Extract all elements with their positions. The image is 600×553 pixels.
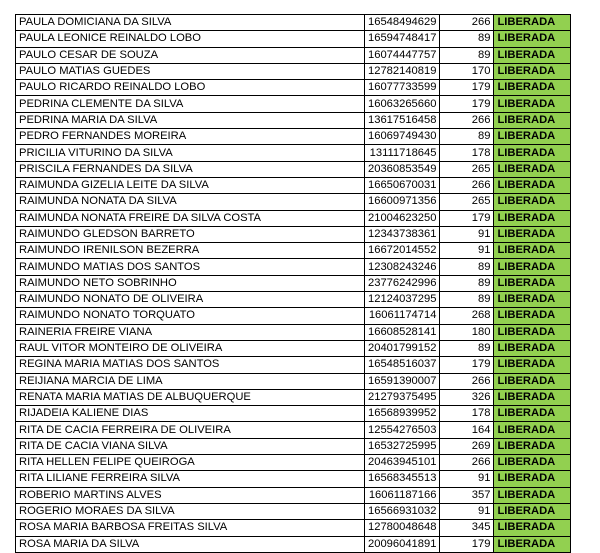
- points-cell: 170: [440, 63, 494, 79]
- name-cell: PRICILIA VITURINO DA SILVA: [16, 145, 365, 161]
- status-cell: LIBERADA: [494, 503, 571, 519]
- name-cell: PEDRINA MARIA DA SILVA: [16, 112, 365, 128]
- points-cell: 89: [440, 275, 494, 291]
- name-cell: RITA DE CACIA FERREIRA DE OLIVEIRA: [16, 422, 365, 438]
- table-row: [16, 15, 571, 31]
- table-row: [16, 112, 571, 128]
- id-cell: 16548516037: [365, 357, 440, 373]
- table-row: [16, 210, 571, 226]
- id-cell: 16568939952: [365, 406, 440, 422]
- points-cell: 179: [440, 80, 494, 96]
- name-cell: PEDRINA CLEMENTE DA SILVA: [16, 96, 365, 112]
- table-row: [16, 80, 571, 96]
- name-cell: ROSA MARIA BARBOSA FREITAS SILVA: [16, 520, 365, 536]
- table-row: [16, 406, 571, 422]
- name-cell: RITA LILIANE FERREIRA SILVA: [16, 471, 365, 487]
- id-cell: 12780048648: [365, 520, 440, 536]
- table-row: [16, 373, 571, 389]
- id-cell: 20401799152: [365, 340, 440, 356]
- id-cell: 16074447757: [365, 47, 440, 63]
- id-cell: 16061187166: [365, 487, 440, 503]
- name-cell: REGINA MARIA MATIAS DOS SANTOS: [16, 357, 365, 373]
- table-row: [16, 63, 571, 79]
- table-row: [16, 145, 571, 161]
- name-cell: PAULO RICARDO REINALDO LOBO: [16, 80, 365, 96]
- points-cell: 266: [440, 455, 494, 471]
- table-row: [16, 308, 571, 324]
- name-cell: RAIMUNDO GLEDSON BARRETO: [16, 226, 365, 242]
- table-row: [16, 292, 571, 308]
- name-cell: RAIMUNDO NETO SOBRINHO: [16, 275, 365, 291]
- table-row: [16, 438, 571, 454]
- id-cell: 13111718645: [365, 145, 440, 161]
- status-cell: LIBERADA: [494, 357, 571, 373]
- name-cell: PAULA DOMICIANA DA SILVA: [16, 15, 365, 31]
- points-cell: 357: [440, 487, 494, 503]
- status-cell: LIBERADA: [494, 520, 571, 536]
- name-cell: PEDRO FERNANDES MOREIRA: [16, 129, 365, 145]
- table-row: [16, 520, 571, 536]
- table-row: [16, 389, 571, 405]
- points-cell: 91: [440, 471, 494, 487]
- id-cell: 16568345513: [365, 471, 440, 487]
- status-cell: LIBERADA: [494, 47, 571, 63]
- points-cell: 266: [440, 373, 494, 389]
- status-cell: LIBERADA: [494, 324, 571, 340]
- status-cell: LIBERADA: [494, 422, 571, 438]
- id-cell: 16063265660: [365, 96, 440, 112]
- points-cell: 178: [440, 406, 494, 422]
- status-cell: LIBERADA: [494, 194, 571, 210]
- points-cell: 268: [440, 308, 494, 324]
- id-cell: 16061174714: [365, 308, 440, 324]
- points-cell: 89: [440, 340, 494, 356]
- table-row: [16, 243, 571, 259]
- id-cell: 16548494629: [365, 15, 440, 31]
- status-cell: LIBERADA: [494, 373, 571, 389]
- points-cell: 269: [440, 438, 494, 454]
- table-row: [16, 31, 571, 47]
- status-cell: LIBERADA: [494, 177, 571, 193]
- name-cell: RITA HELLEN FELIPE QUEIROGA: [16, 455, 365, 471]
- table-row: [16, 161, 571, 177]
- name-cell: RENATA MARIA MATIAS DE ALBUQUERQUE: [16, 389, 365, 405]
- table-row: [16, 226, 571, 242]
- name-cell: ROBERIO MARTINS ALVES: [16, 487, 365, 503]
- id-cell: 13617516458: [365, 112, 440, 128]
- points-cell: 266: [440, 15, 494, 31]
- name-cell: RAUL VITOR MONTEIRO DE OLIVEIRA: [16, 340, 365, 356]
- points-cell: 89: [440, 292, 494, 308]
- status-cell: LIBERADA: [494, 226, 571, 242]
- status-cell: LIBERADA: [494, 536, 571, 552]
- table-row: [16, 177, 571, 193]
- id-cell: 12124037295: [365, 292, 440, 308]
- points-cell: 164: [440, 422, 494, 438]
- points-cell: 266: [440, 177, 494, 193]
- table-row: [16, 503, 571, 519]
- name-cell: ROSA MARIA DA SILVA: [16, 536, 365, 552]
- name-cell: RAIMUNDA NONATA DA SILVA: [16, 194, 365, 210]
- table-row: [16, 275, 571, 291]
- status-cell: LIBERADA: [494, 210, 571, 226]
- points-cell: 89: [440, 259, 494, 275]
- status-cell: LIBERADA: [494, 96, 571, 112]
- points-cell: 91: [440, 503, 494, 519]
- points-cell: 179: [440, 96, 494, 112]
- id-cell: 20463945101: [365, 455, 440, 471]
- status-cell: LIBERADA: [494, 275, 571, 291]
- status-cell: LIBERADA: [494, 112, 571, 128]
- id-cell: 16608528141: [365, 324, 440, 340]
- id-cell: 16591390007: [365, 373, 440, 389]
- id-cell: 12782140819: [365, 63, 440, 79]
- name-cell: RAIMUNDO NONATO TORQUATO: [16, 308, 365, 324]
- points-cell: 89: [440, 47, 494, 63]
- table-row: [16, 536, 571, 552]
- points-cell: 266: [440, 112, 494, 128]
- points-cell: 326: [440, 389, 494, 405]
- name-cell: PAULO CESAR DE SOUZA: [16, 47, 365, 63]
- id-cell: 16672014552: [365, 243, 440, 259]
- points-cell: 178: [440, 145, 494, 161]
- table-row: [16, 422, 571, 438]
- id-cell: 12343738361: [365, 226, 440, 242]
- points-cell: 179: [440, 536, 494, 552]
- name-cell: RAIMUNDA GIZELIA LEITE DA SILVA: [16, 177, 365, 193]
- id-cell: 21279375495: [365, 389, 440, 405]
- name-cell: RITA DE CACIA VIANA SILVA: [16, 438, 365, 454]
- status-cell: LIBERADA: [494, 455, 571, 471]
- status-cell: LIBERADA: [494, 406, 571, 422]
- status-cell: LIBERADA: [494, 31, 571, 47]
- id-cell: 16566931032: [365, 503, 440, 519]
- table-row: [16, 357, 571, 373]
- table-row: [16, 471, 571, 487]
- id-cell: 16077733599: [365, 80, 440, 96]
- status-cell: LIBERADA: [494, 145, 571, 161]
- table-row: [16, 129, 571, 145]
- status-cell: LIBERADA: [494, 80, 571, 96]
- id-cell: 16532725995: [365, 438, 440, 454]
- status-cell: LIBERADA: [494, 438, 571, 454]
- id-cell: 21004623250: [365, 210, 440, 226]
- status-cell: LIBERADA: [494, 243, 571, 259]
- points-cell: 179: [440, 357, 494, 373]
- table-row: [16, 96, 571, 112]
- id-cell: 16594748417: [365, 31, 440, 47]
- table-row: [16, 324, 571, 340]
- status-cell: LIBERADA: [494, 259, 571, 275]
- status-cell: LIBERADA: [494, 161, 571, 177]
- status-cell: LIBERADA: [494, 487, 571, 503]
- id-cell: 12554276503: [365, 422, 440, 438]
- name-cell: PAULA LEONICE REINALDO LOBO: [16, 31, 365, 47]
- name-cell: ROGERIO MORAES DA SILVA: [16, 503, 365, 519]
- status-cell: LIBERADA: [494, 292, 571, 308]
- name-cell: RAIMUNDO MATIAS DOS SANTOS: [16, 259, 365, 275]
- status-cell: LIBERADA: [494, 471, 571, 487]
- id-cell: 16069749430: [365, 129, 440, 145]
- table-row: [16, 455, 571, 471]
- table-row: [16, 487, 571, 503]
- status-cell: LIBERADA: [494, 15, 571, 31]
- table-row: [16, 259, 571, 275]
- points-cell: 89: [440, 129, 494, 145]
- name-cell: PAULO MATIAS GUEDES: [16, 63, 365, 79]
- points-cell: 265: [440, 194, 494, 210]
- status-cell: LIBERADA: [494, 340, 571, 356]
- status-cell: LIBERADA: [494, 129, 571, 145]
- points-cell: 345: [440, 520, 494, 536]
- id-cell: 16600971356: [365, 194, 440, 210]
- table-row: [16, 340, 571, 356]
- points-cell: 180: [440, 324, 494, 340]
- points-cell: 179: [440, 210, 494, 226]
- id-cell: 23776242996: [365, 275, 440, 291]
- name-cell: RAIMUNDO NONATO DE OLIVEIRA: [16, 292, 365, 308]
- name-cell: RAINERIA FREIRE VIANA: [16, 324, 365, 340]
- spreadsheet-table: [15, 14, 571, 553]
- table-row: [16, 47, 571, 63]
- table-row: [16, 194, 571, 210]
- points-cell: 91: [440, 243, 494, 259]
- table-body: [16, 15, 571, 553]
- name-cell: RIJADEIA KALIENE DIAS: [16, 406, 365, 422]
- id-cell: 20096041891: [365, 536, 440, 552]
- status-cell: LIBERADA: [494, 308, 571, 324]
- id-cell: 16650670031: [365, 177, 440, 193]
- name-cell: RAIMUNDA NONATA FREIRE DA SILVA COSTA: [16, 210, 365, 226]
- status-cell: LIBERADA: [494, 389, 571, 405]
- name-cell: RAIMUNDO IRENILSON BEZERRA: [16, 243, 365, 259]
- status-cell: LIBERADA: [494, 63, 571, 79]
- points-cell: 91: [440, 226, 494, 242]
- points-cell: 265: [440, 161, 494, 177]
- name-cell: PRISCILA FERNANDES DA SILVA: [16, 161, 365, 177]
- id-cell: 12308243246: [365, 259, 440, 275]
- name-cell: REIJIANA MARCIA DE LIMA: [16, 373, 365, 389]
- points-cell: 89: [440, 31, 494, 47]
- id-cell: 20360853549: [365, 161, 440, 177]
